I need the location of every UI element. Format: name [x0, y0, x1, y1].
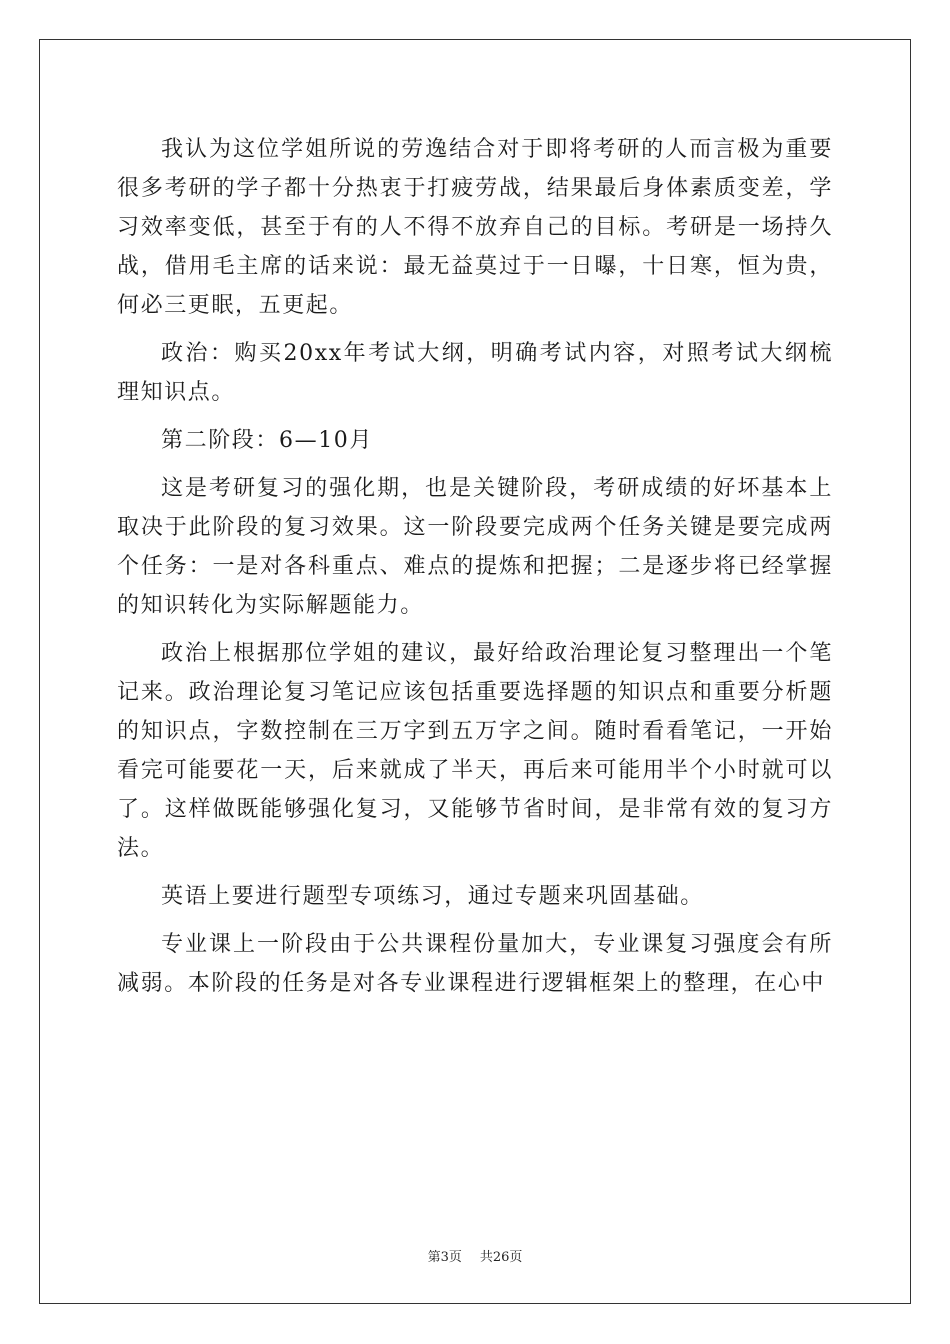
- page-total: 共26页: [479, 1250, 523, 1265]
- paragraph: 政治：购买20xx年考试大纲，明确考试内容，对照考试大纲梳理知识点。: [117, 341, 833, 405]
- section-heading: 第二阶段：6—10月: [161, 428, 373, 453]
- page-footer: [0, 1246, 950, 1265]
- paragraph: 我认为这位学姐所说的劳逸结合对于即将考研的人而言极为重要很多考研的学子都十分热衷于打疲劳战，结果最后身体素质变差，学习效率变低，甚至于有的人不得不放弃自己的目标。考研是一场持久战，借用毛主席的话来说：最无益莫过于一日曝，十日寒，恒为贵，何必三更眠，五更起。: [117, 137, 833, 318]
- paragraph: 这是考研复习的强化期，也是关键阶段，考研成绩的好坏基本上取决于此阶段的复习效果。这一阶段要完成两个任务关键是要完成两个任务：一是对各科重点、难点的提炼和把握；二是逐步将已经掌握的知识转化为实际解题能力。: [117, 476, 833, 618]
- page-number: 第3页: [427, 1250, 462, 1265]
- paragraph: 专业课上一阶段由于公共课程份量加大，专业课复习强度会有所减弱。本阶段的任务是对各专业课程进行逻辑框架上的整理，在心中: [117, 932, 833, 996]
- paragraph: 英语上要进行题型专项练习，通过专题来巩固基础。: [161, 884, 704, 909]
- paragraph: 政治上根据那位学姐的建议，最好给政治理论复习整理出一个笔记来。政治理论复习笔记应该包括重要选择题的知识点和重要分析题的知识点，字数控制在三万字到五万字之间。随时看看笔记，一开始看完可能要花一天，后来就成了半天，再后来可能用半个小时就可以了。这样做既能够强化复习，又能够节省时间，是非常有效的复习方法。: [117, 641, 833, 861]
- document-body: [117, 130, 833, 1003]
